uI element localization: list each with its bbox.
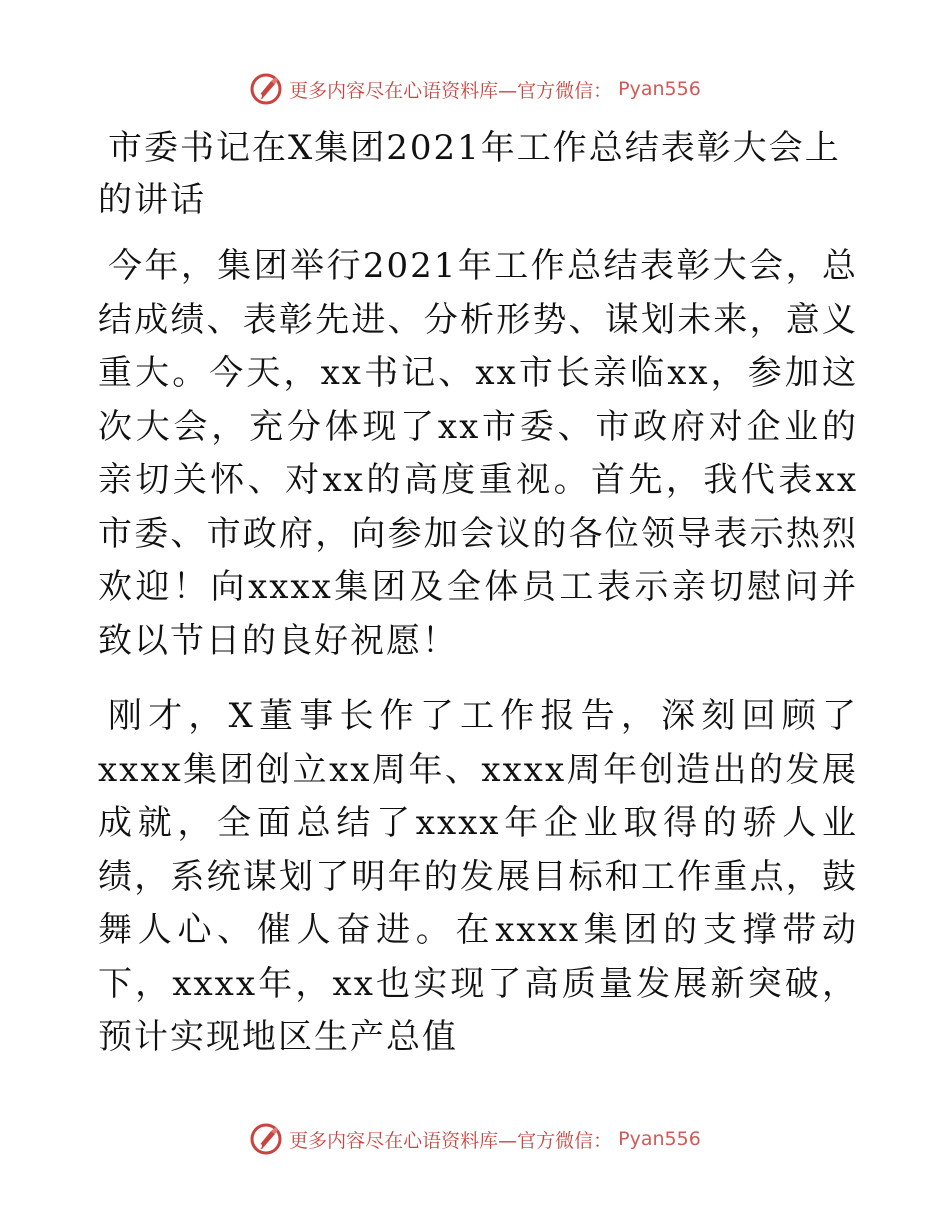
- footer-watermark: [0, 1122, 950, 1156]
- quill-pen-logo-icon: [249, 1122, 283, 1156]
- watermark-contact: Pyan556: [618, 1128, 701, 1150]
- paragraph: 今年，集团举行2021年工作总结表彰大会，总结成绩、表彰先进、分析形势、谋划未来，意义重大。今天，xx书记、xx市长亲临xx，参加这次大会，充分体现了xx市委、市政府对企业的亲切关怀、对xx的高度重视。首先，我代表xx市委、市政府，向参加会议的各位领导表示热烈欢迎！向xxxx集团及全体员工表示亲切慰问并致以节日的良好祝愿！: [98, 246, 858, 661]
- paragraph: 刚才，X董事长作了工作报告，深刻回顾了xxxx集团创立xx周年、xxxx周年创造出的发展成就，全面总结了xxxx年企业取得的骄人业绩，系统谋划了明年的发展目标和工作重点，鼓舞人心、催人奋进。在xxxx集团的支撑带动下，xxxx年，xx也实现了高质量发展新突破，预计实现地区生产总值: [98, 696, 858, 1057]
- quill-pen-logo-icon: [249, 72, 283, 106]
- watermark-contact: Pyan556: [618, 78, 701, 100]
- watermark-text: 更多内容尽在心语资料库—官方微信：: [289, 79, 613, 102]
- header-watermark: [0, 72, 950, 106]
- watermark-text: 更多内容尽在心语资料库—官方微信：: [289, 1129, 613, 1152]
- document-body: [98, 122, 858, 1087]
- document-title: 市委书记在X集团2021年工作总结表彰大会上的讲话: [98, 128, 841, 220]
